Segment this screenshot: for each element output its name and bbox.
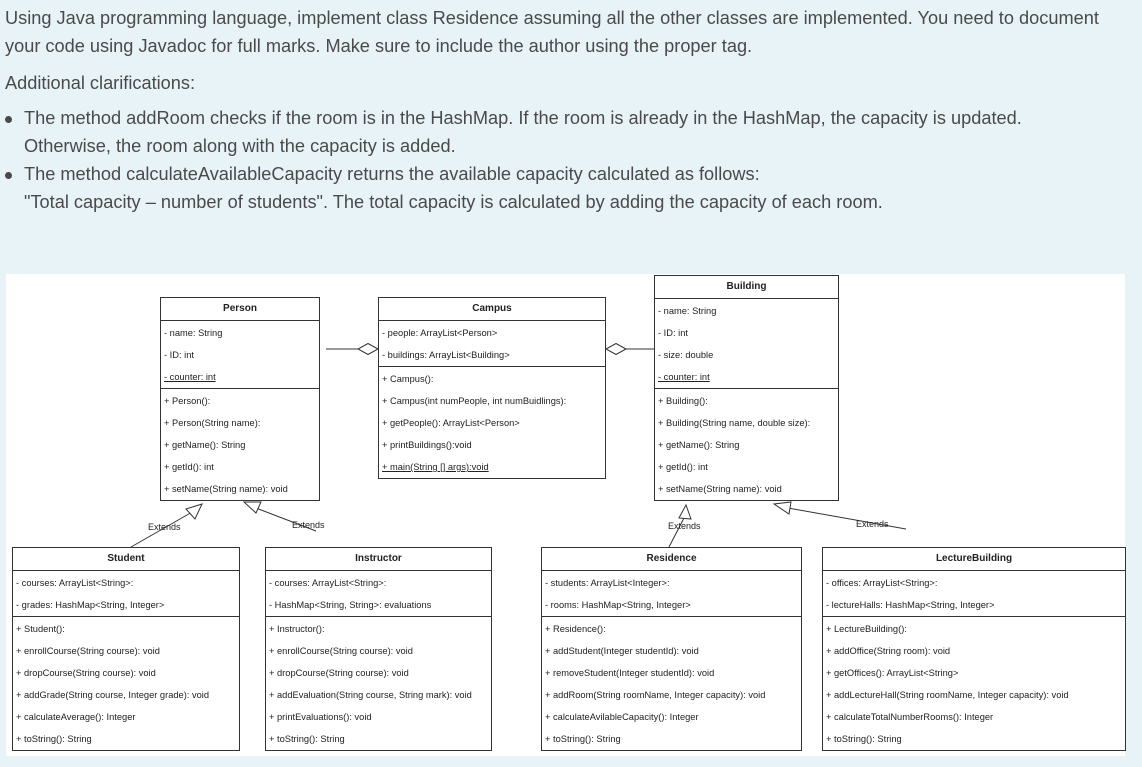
clarification-item xyxy=(5,104,1137,160)
class-method: + getPeople(): ArrayList<Person> xyxy=(382,418,520,428)
methods-section xyxy=(655,389,838,500)
clarification-line: The method addRoom checks if the room is in the HashMap. If the room is already in the HashMap, the capacity is updated. xyxy=(24,108,1022,128)
inheritance-arrow xyxy=(186,504,202,519)
inheritance-arrow xyxy=(774,502,791,514)
class-field: - courses: ArrayList<String>: xyxy=(16,578,134,588)
class-field: - buildings: ArrayList<Building> xyxy=(382,350,510,360)
clarifications-title: Additional clarifications: xyxy=(5,73,196,93)
class-field: - offices: ArrayList<String>: xyxy=(826,578,938,588)
class-method: + printEvaluations(): void xyxy=(269,712,372,722)
inheritance-arrow xyxy=(679,505,691,519)
uml-class-diagram xyxy=(6,274,1125,756)
bullet-icon xyxy=(5,172,12,179)
class-method: + getId(): int xyxy=(164,462,214,472)
methods-section xyxy=(379,367,605,478)
aggregation-diamond xyxy=(358,344,378,355)
class-method: + enrollCourse(String course): void xyxy=(16,646,160,656)
clarification-line: "Total capacity – number of students". The total capacity is calculated by adding the capacity of each room. xyxy=(24,192,883,212)
class-name: Instructor xyxy=(266,548,491,571)
extends-label: Extends xyxy=(856,519,889,529)
class-field: - lectureHalls: HashMap<String, Integer> xyxy=(826,600,995,610)
class-method: + toString(): String xyxy=(545,734,621,744)
class-method: + dropCourse(String course): void xyxy=(16,668,156,678)
attributes-section xyxy=(655,299,838,389)
class-field: - size: double xyxy=(658,350,714,360)
class-lecturebuilding xyxy=(822,547,1126,751)
question-text xyxy=(5,4,1137,216)
class-field: - ID: int xyxy=(658,328,688,338)
extends-label: Extends xyxy=(148,522,181,532)
class-method: + Campus(int numPeople, int numBuidlings): xyxy=(382,396,567,406)
class-method: + getName(): String xyxy=(658,440,740,450)
clarification-item xyxy=(5,160,1137,216)
class-method: + toString(): String xyxy=(826,734,902,744)
class-method: + addRoom(String roomName, Integer capacity): void xyxy=(545,690,766,700)
attributes-section xyxy=(13,571,239,617)
class-method: + addGrade(String course, Integer grade): void xyxy=(16,690,210,700)
class-method: + enrollCourse(String course): void xyxy=(269,646,413,656)
class-method: + Building(): xyxy=(658,396,708,406)
attributes-section xyxy=(823,571,1125,617)
class-campus xyxy=(378,297,606,479)
class-building xyxy=(654,275,839,501)
class-field: - counter: int xyxy=(658,372,710,382)
class-field: - name: String xyxy=(658,306,717,316)
class-method: + addOffice(String room): void xyxy=(826,646,951,656)
inheritance-arrow xyxy=(244,502,261,513)
class-method: + calculateAvilableCapacity(): Integer xyxy=(545,712,699,722)
class-method: + Person(): xyxy=(164,396,211,406)
class-method: + setName(String name): void xyxy=(658,484,782,494)
class-method: + calculateAverage(): Integer xyxy=(16,712,136,722)
extends-label: Extends xyxy=(292,520,325,530)
methods-section xyxy=(266,617,491,750)
class-method: + main(String [] args):void xyxy=(382,462,489,472)
class-name: Campus xyxy=(379,298,605,321)
class-method: + Residence(): xyxy=(545,624,606,634)
class-method: + Instructor(): xyxy=(269,624,325,634)
class-student xyxy=(12,547,240,751)
attributes-section xyxy=(161,321,319,389)
class-method: + LectureBuilding(): xyxy=(826,624,907,634)
methods-section xyxy=(823,617,1125,750)
class-method: + Person(String name): xyxy=(164,418,261,428)
class-method: + calculateTotalNumberRooms(): Integer xyxy=(826,712,994,722)
bullet-icon xyxy=(5,116,12,123)
attributes-section xyxy=(542,571,801,617)
class-name: Student xyxy=(13,548,239,571)
class-method: + getOffices(): ArrayList<String> xyxy=(826,668,959,678)
methods-section xyxy=(542,617,801,750)
attributes-section xyxy=(379,321,605,367)
class-method: + toString(): String xyxy=(269,734,345,744)
class-method: + addEvaluation(String course, String mark): void xyxy=(269,690,472,700)
class-method: + Building(String name, double size): xyxy=(658,418,811,428)
methods-section xyxy=(13,617,239,750)
class-method: + toString(): String xyxy=(16,734,92,744)
class-method: + Campus(): xyxy=(382,374,434,384)
class-field: - students: ArrayList<Integer>: xyxy=(545,578,670,588)
class-method: + Student(): xyxy=(16,624,65,634)
class-method: + getName(): String xyxy=(164,440,246,450)
clarification-line: Otherwise, the room along with the capacity is added. xyxy=(24,136,456,156)
clarifications-list xyxy=(5,104,1137,216)
class-method: + setName(String name): void xyxy=(164,484,288,494)
class-field: - people: ArrayList<Person> xyxy=(382,328,498,338)
class-method: + getId(): int xyxy=(658,462,708,472)
extends-label: Extends xyxy=(668,521,701,531)
class-field: - rooms: HashMap<String, Integer> xyxy=(545,600,691,610)
class-field: - counter: int xyxy=(164,372,216,382)
class-person xyxy=(160,297,320,501)
class-method: + removeStudent(Integer studentId): void xyxy=(545,668,715,678)
methods-section xyxy=(161,389,319,500)
class-name: Person xyxy=(161,298,319,321)
class-name: LectureBuilding xyxy=(823,548,1125,571)
class-field: - grades: HashMap<String, Integer> xyxy=(16,600,165,610)
class-name: Residence xyxy=(542,548,801,571)
question-prompt: Using Java programming language, implement class Residence assuming all the other classes are implemented. You need to document your code using Javadoc for full marks. Make sure to include the author using the proper tag. xyxy=(5,8,1099,56)
class-residence xyxy=(541,547,802,751)
class-field: - ID: int xyxy=(164,350,194,360)
aggregation-diamond xyxy=(606,344,626,355)
class-name: Building xyxy=(655,276,838,299)
class-field: - HashMap<String, String>: evaluations xyxy=(269,600,432,610)
class-method: + dropCourse(String course): void xyxy=(269,668,409,678)
attributes-section xyxy=(266,571,491,617)
clarification-line: The method calculateAvailableCapacity returns the available capacity calculated as follows: xyxy=(24,164,760,184)
class-field: - name: String xyxy=(164,328,223,338)
class-method: + printBuildings():void xyxy=(382,440,472,450)
class-method: + addStudent(Integer studentId): void xyxy=(545,646,699,656)
class-field: - courses: ArrayList<String>: xyxy=(269,578,387,588)
class-method: + addLectureHall(String roomName, Integer capacity): void xyxy=(826,690,1069,700)
class-instructor xyxy=(265,547,492,751)
